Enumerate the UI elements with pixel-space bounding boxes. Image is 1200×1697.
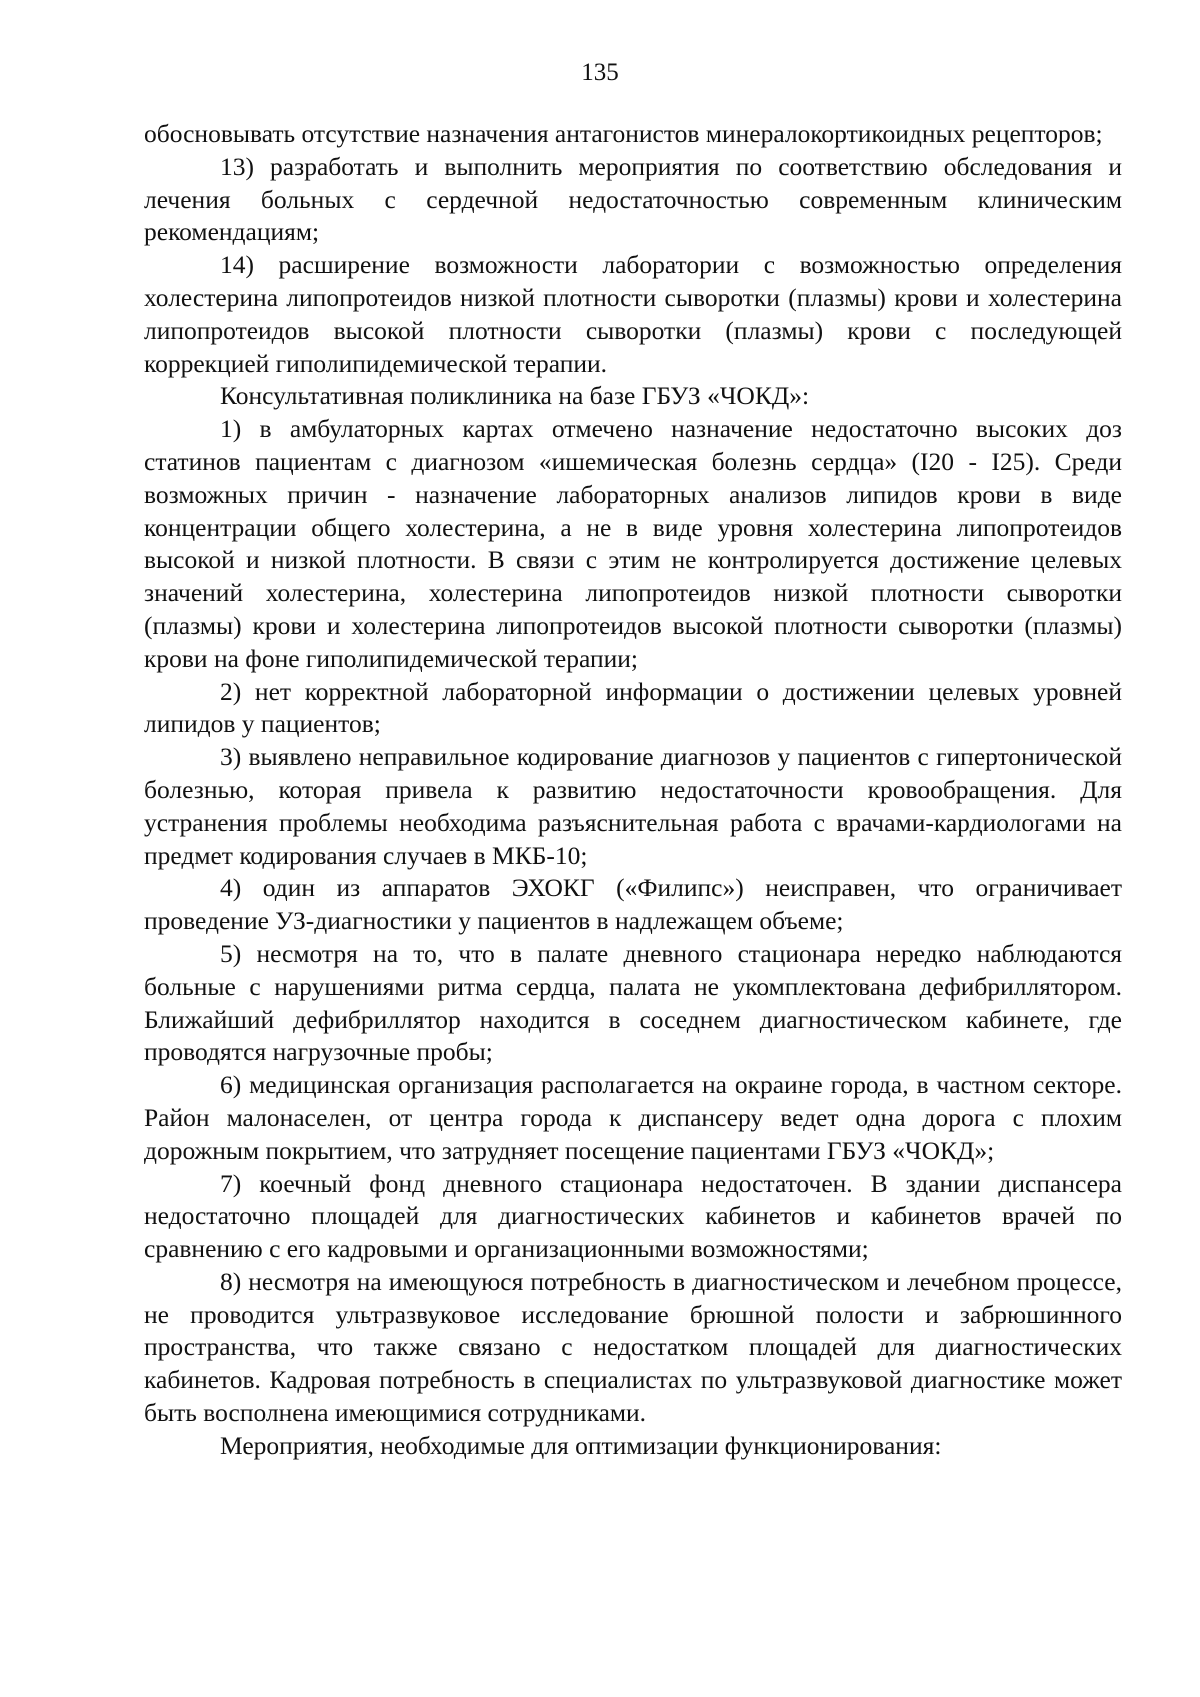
paragraph: Консультативная поликлиника на базе ГБУЗ «ЧОКД»: [220, 381, 810, 411]
paragraph: обосновывать отсутствие назначения антагонистов минералокортикоидных рецепторов; [144, 119, 1103, 148]
paragraph: 14) расширение возможности лаборатории с возможностью определения холестерина липопротеидов низкой плотности сыворотки (плазмы) крови и холестерина липопротеидов высокой плотности сыворотки (плазмы) крови с последующей коррекцией гиполипидемической терапии. [144, 250, 1122, 378]
document-body [144, 118, 1122, 1463]
paragraph: 1) в амбулаторных картах отмечено назначение недостаточно высоких доз статинов пациентам с диагнозом «ишемическая болезнь сердца» (I20 - I25). Среди возможных причин - назначение лабораторных анализов липидов крови в виде концентрации общего холестерина, а не в виде уровня холестерина липопротеидов высокой и низкой плотности. В связи с этим не контролируется достижение целевых значений холестерина, холестерина липопротеидов низкой плотности сыворотки (плазмы) крови и холестерина липопротеидов высокой плотности сыворотки (плазмы) крови на фоне гиполипидемической терапии; [144, 414, 1122, 673]
paragraph: 13) разработать и выполнить мероприятия по соответствию обследования и лечения больных с сердечной недостаточностью современным клиническим рекомендациям; [144, 151, 1122, 247]
paragraph: 2) нет корректной лабораторной информации о достижении целевых уровней липидов у пациентов; [144, 676, 1122, 739]
paragraph: 8) несмотря на имеющуюся потребность в диагностическом и лечебном процессе, не проводится ультразвуковое исследование брюшной полости и забрюшинного пространства, что также связано с недостатком площадей для диагностических кабинетов. Кадровая потребность в специалистах по ультразвуковой диагностике может быть восполнена имеющимися сотрудниками. [144, 1266, 1122, 1428]
paragraph: 4) один из аппаратов ЭХОКГ («Филипс») неисправен, что ограничивает проведение УЗ-диагностики у пациентов в надлежащем объеме; [144, 873, 1122, 936]
page-number: 135 [581, 59, 619, 86]
paragraph: 5) несмотря на то, что в палате дневного стационара нередко наблюдаются больные с нарушениями ритма сердца, палата не укомплектована дефибриллятором. Ближайший дефибриллятор находится в соседнем диагностическом кабинете, где проводятся нагрузочные пробы; [144, 938, 1122, 1067]
paragraph: 3) выявлено неправильное кодирование диагнозов у пациентов с гипертонической болезнью, которая привела к развитию недостаточности кровообращения. Для устранения проблемы необходима разъяснительная работа с врачами-кардиологами на предмет кодирования случаев в МКБ-10; [144, 742, 1122, 870]
paragraph: 6) медицинская организация располагается на окраине города, в частном секторе. Район малонаселен, от центра города к диспансеру ведет одна дорога с плохим дорожным покрытием, что затрудняет посещение пациентами ГБУЗ «ЧОКД»; [144, 1070, 1122, 1165]
paragraph: Мероприятия, необходимые для оптимизации функционирования: [220, 1430, 942, 1460]
paragraph: 7) коечный фонд дневного стационара недостаточен. В здании диспансера недостаточно площадей для диагностических кабинетов и кабинетов врачей по сравнению с его кадровыми и организационными возможностями; [144, 1168, 1122, 1264]
